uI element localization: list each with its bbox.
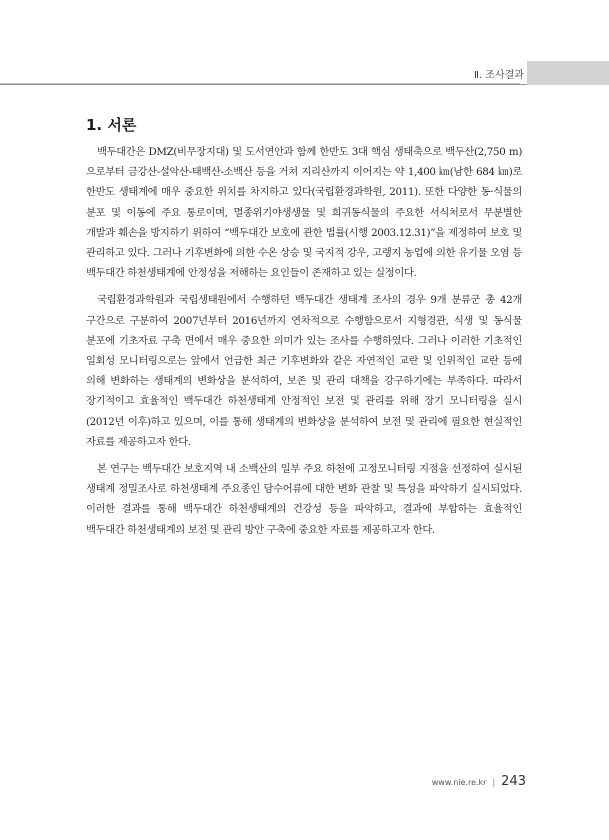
section-title: 1. 서론 xyxy=(86,116,137,134)
paragraph-2: 국립환경과학원과 국립생태원에서 수행하던 백두대간 생태계 조사의 경우 9개 분류군 총 42개 구간으로 구분하여 2007년부터 2016년까지 연차적으로 수행함으로서 지형경관, 식생 및 동식물 분포에 기초자료 구축 면에서 매우 중요한 의미가 있는 조사를 수행하였다. 그러나 이러한 기초적인 일회성 모니터링으로는 앞에서 언급한 최근 기후변화와 같은 자연적인 교란 및 인위적인 교란 등에 의해 변화하는 생태계의 변화상을 분석하여, 보존 및 관리 대책을 강구하기에는 부족하다. 따라서 장기적이고 효율적인 백두대간 하천생태계 안정적인 보전 및 관리를 위해 장기 모니터링을 실시(2012년 이후)하고 있으며, 이를 통해 생태계의 변화상을 분석하여 보전 및 관리에 필요한 현실적인 자료를 제공하고자 한다. xyxy=(86,294,522,448)
page-number: 243 xyxy=(501,774,526,789)
header-rule-thin xyxy=(0,84,609,85)
paragraph-1: 백두대간은 DMZ(비무장지대) 및 도서연안과 함께 한반도 3대 핵심 생태축으로 백두산(2,750 m)으로부터 금강산-설악산-태백산-소백산 등을 거쳐 지리산까지 이어지는 약 1,400 ㎞(남한 684 ㎞)로 한반도 생태계에 매우 중요한 위치를 차지하고 있다(국립환경과학원, 2011). 또한 다양한 동·식물의 분포 및 이동에 주요 통로이며, 멸종위기야생생물 및 희귀동식물의 주요한 서식처로서 무분별한 개발과 훼손을 방지하기 위하여 “백두대간 보호에 관한 법률(시행 2003.12.31)”을 제정하여 보호 및 관리하고 있다. 그러나 기후변화에 의한 수온 상승 및 국지적 강우, 고랭지 농업에 의한 유기물 오염 등 백두대간 하천생태계에 안정성을 저해하는 요인들이 존재하고 있는 실정이다. xyxy=(86,146,522,280)
page-footer xyxy=(432,774,526,789)
body-text xyxy=(86,142,522,547)
paragraph-3: 본 연구는 백두대간 보호지역 내 소백산의 일부 주요 하천에 고정모니터링 지점을 선정하여 실시된 생태계 정밀조사로 하천생태계 주요종인 담수어류에 대한 변화 관찰 및 특성을 파악하기 실시되었다. 이러한 결과를 통해 백두대간 하천생태계의 건강성 등을 파악하고, 결과에 부합하는 효율적인 백두대간 하천생태계의 보전 및 관리 방안 구축에 중요한 자료를 제공하고자 한다. xyxy=(86,463,522,536)
header-tab xyxy=(527,61,609,85)
footer-separator: | xyxy=(492,778,496,787)
footer-url: www.nie.re.kr xyxy=(431,778,487,787)
running-title: Ⅱ. 조사결과 xyxy=(474,70,524,81)
